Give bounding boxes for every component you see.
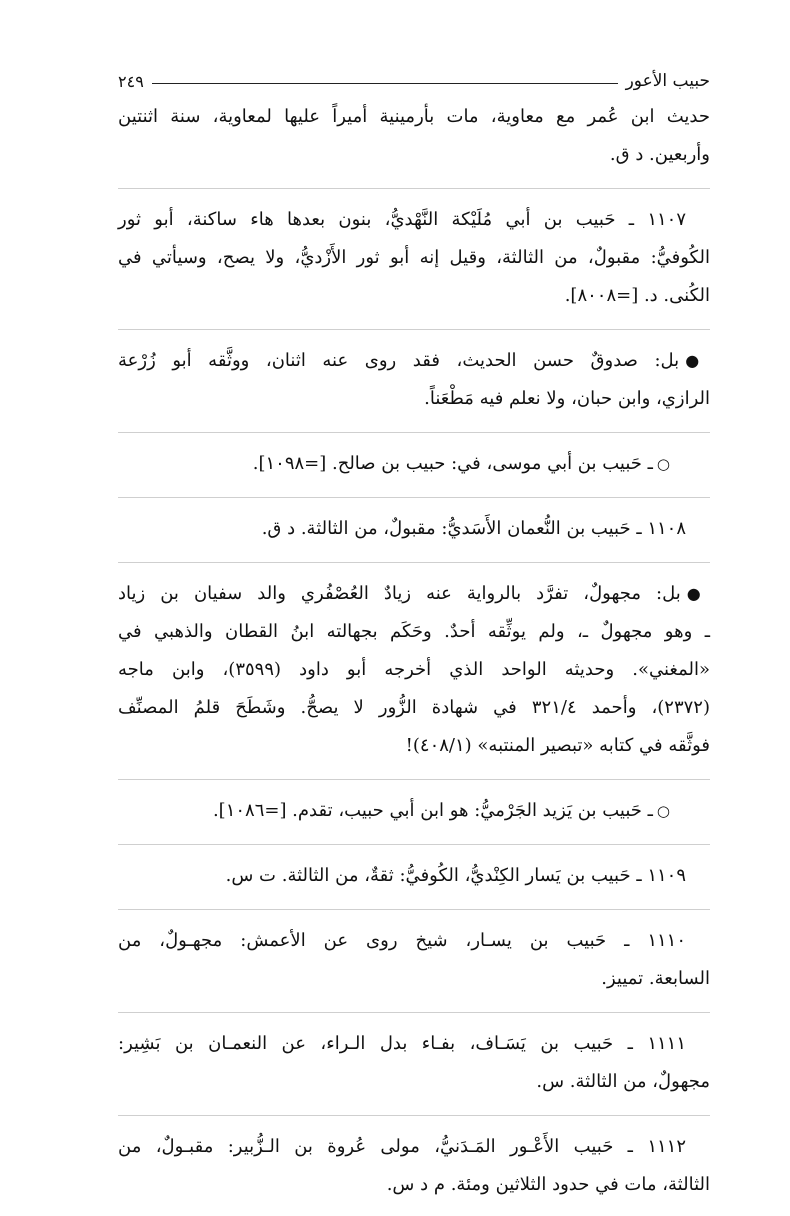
page-header: [118, 64, 710, 98]
entry-1111: [118, 1025, 710, 1116]
entry-1107: [118, 201, 710, 330]
bullet-icon: ●: [685, 351, 710, 370]
text-line: الكُوفيُّ: مقبولٌ، من الثالثة، وقيل إنه أبو ثور الأَزْديُّ، ولا يصح، وسيأتي في: [118, 247, 710, 268]
text-line: حديث ابن عُمر مع معاوية، مات بأرمينية أميراً عليها لمعاوية، سنة اثنتين: [118, 106, 710, 127]
text-line: الثالثة، مات في حدود الثلاثين ومئة. م د س.: [386, 1174, 710, 1195]
text-line: ١١٠٨ ـ حَبيب بن النُّعمان الأَسَديُّ: مقبولٌ، من الثالثة. د ق.: [261, 518, 686, 539]
text-line: [118, 792, 710, 830]
page: [118, 64, 710, 1216]
crossref-text: ـ حَبيب بن أبي موسى، في: حبيب بن صالح. [=١٠٩٨].: [252, 453, 653, 474]
text-line: الكُنى. د. [=٨٠٠٨].: [564, 285, 710, 306]
text-line: ١١٠٧ ـ حَبيب بن أبي مُلَيْكة النَّهْديُّ، بنون بعدها هاء ساكنة، أبو ثور: [118, 209, 686, 230]
entry-1109: [118, 857, 710, 910]
page-number: ٢٤٩: [118, 71, 144, 91]
text-line: الرازي، وابن حبان، ولا نعلم فيه مَطْعَناً.: [424, 388, 710, 409]
text-line: ـ وهو مجهولٌ ـ، ولم يوثِّقه أحدٌ. وحَكَم بجهالته ابنُ القطان والذهبي في: [118, 621, 710, 642]
text-line: (٢٣٧٢)، وأحمد ٣٢١/٤ في شهادة الزُّور لا يصحُّ. وشَطَحَ قلمُ المصنِّف: [118, 697, 710, 718]
entry-1110: [118, 922, 710, 1013]
text-line: فوثَّقه في كتابه «تبصير المنتبه» (٤٠٨/١)!: [405, 735, 710, 756]
comment-text: بل: مجهولٌ، تفرَّد بالرواية عنه زيادٌ العُصْفُري والد سفيان بن زياد: [118, 583, 681, 604]
crossref-text: ـ حَبيب بن يَزيد الجَرْميُّ: هو ابن أبي حبيب، تقدم. [=١٠٨٦].: [212, 800, 653, 821]
comment-1107: [118, 342, 710, 433]
text-line: ١١١٠ ـ حَبيب بن يسـار، شيخ روى عن الأعمش: مجهـولٌ، من: [118, 930, 686, 951]
continuation-paragraph: [118, 98, 710, 189]
entry-1108: [118, 510, 710, 563]
comment-text: بل: صدوقٌ حسن الحديث، فقد روى عنه اثنان، ووثَّقه أبو زُرْعة: [118, 350, 680, 371]
crossref-yazid: [118, 792, 710, 845]
entry-1112: [118, 1128, 710, 1208]
text-line: وأربعين. د ق.: [609, 144, 710, 165]
text-line: ١١٠٩ ـ حَبيب بن يَسار الكِنْديُّ، الكُوفيُّ: ثقةٌ، من الثالثة. ت س.: [225, 865, 686, 886]
text-line: ١١١٢ ـ حَبيب الأَعْـور المَـدَنيُّ، مولى عُروة بن الـزُّبير: مقبـولٌ، من: [118, 1136, 686, 1157]
text-line: «المغني». وحديثه الواحد الذي أخرجه أبو داود (٣٥٩٩)، وابن ماجه: [118, 659, 710, 680]
text-line: ١١١١ ـ حَبيب بن يَسَـاف، بفـاء بدل الـراء، عن النعمـان بن بَشِير:: [118, 1033, 686, 1054]
bullet-icon: ●: [686, 584, 710, 603]
crossref-abi-musa: [118, 445, 710, 498]
header-rule: [152, 83, 618, 84]
circle-icon: ○: [656, 802, 670, 820]
circle-icon: ○: [656, 455, 670, 473]
text-line: السابعة. تمييز.: [601, 968, 710, 989]
text-line: [118, 445, 710, 483]
text-line: [118, 342, 710, 380]
comment-1108: [118, 575, 710, 780]
text-line: مجهولٌ، من الثالثة. س.: [536, 1071, 710, 1092]
running-title: حبيب الأعور: [625, 71, 710, 91]
text-line: [118, 575, 710, 613]
